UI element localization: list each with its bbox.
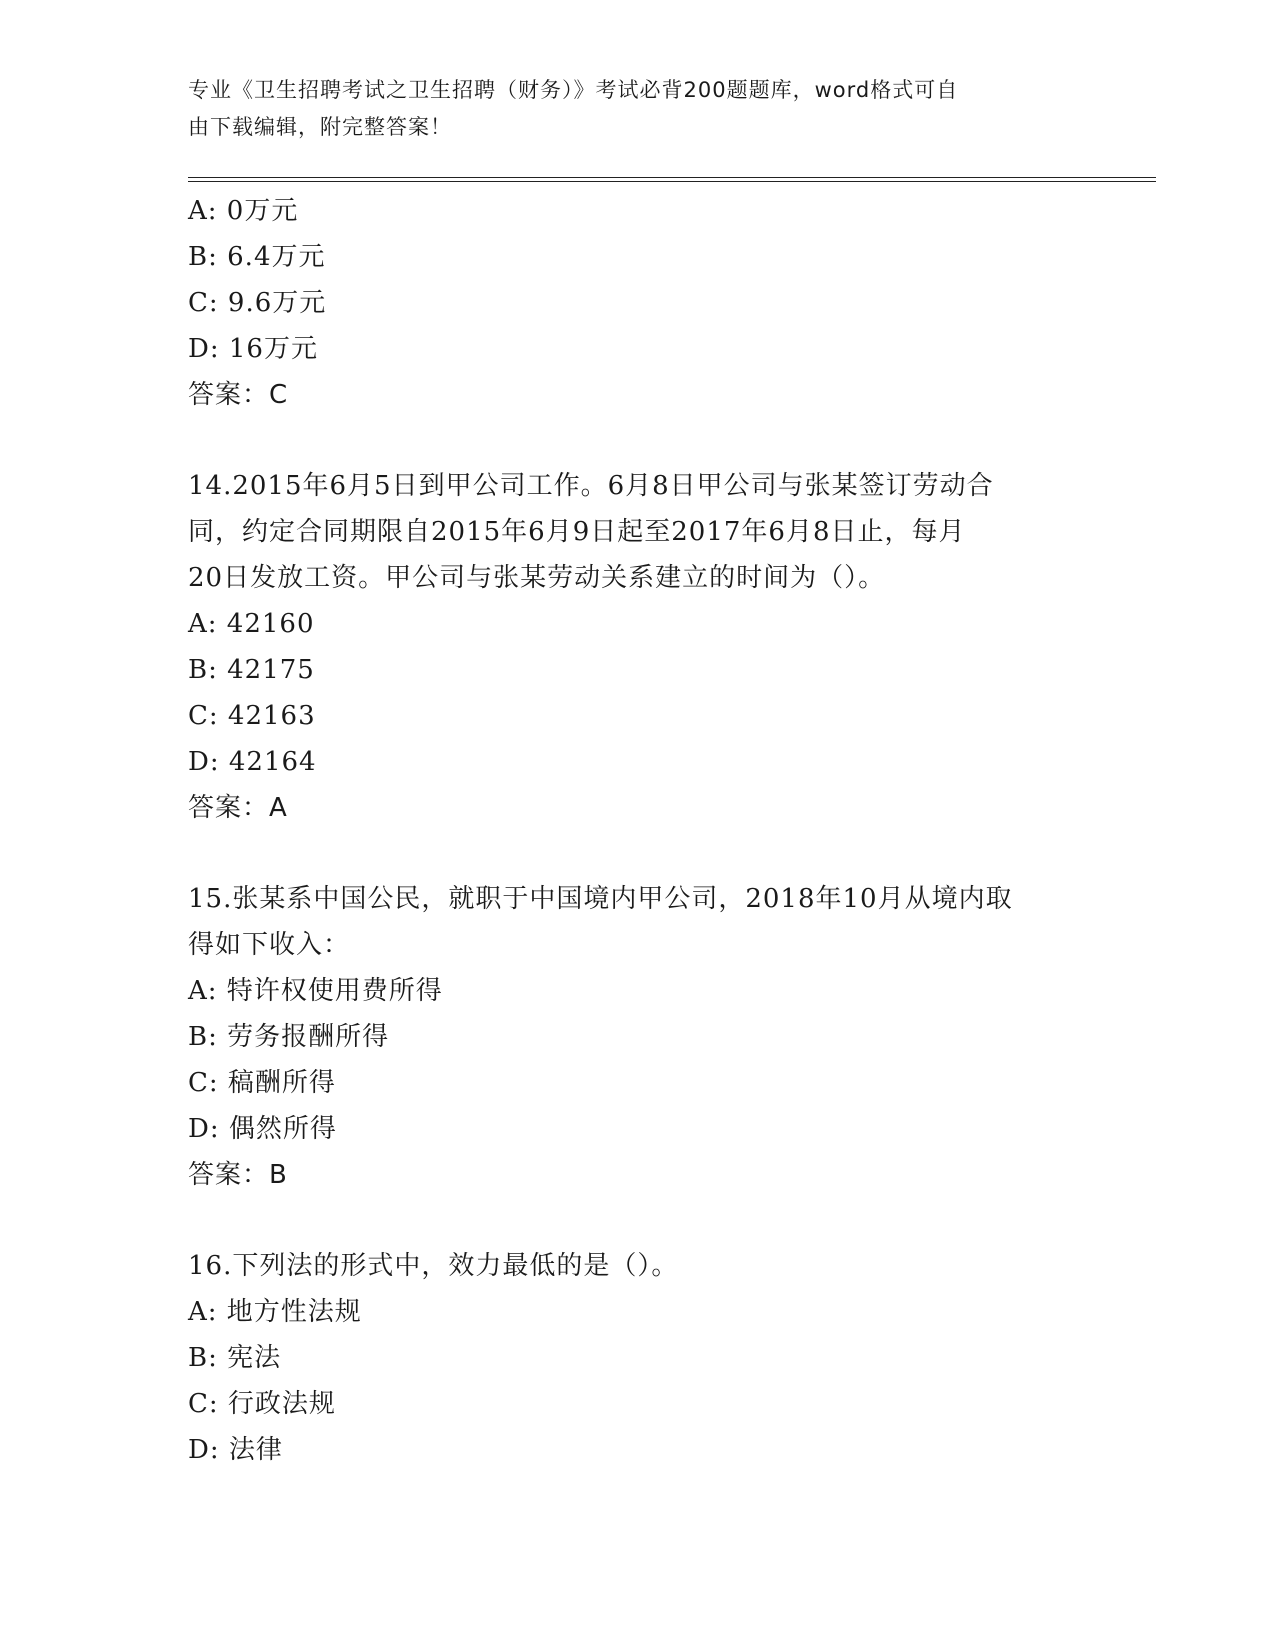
option-b: B: 6.4万元: [188, 242, 326, 272]
question-14: [188, 463, 1088, 831]
header-divider-top: [188, 177, 1156, 178]
question-16: [188, 1243, 1088, 1473]
question-15: [188, 876, 1088, 1198]
option-c: C: 9.6万元: [188, 288, 327, 318]
option-c: C: 稿酬所得: [188, 1068, 336, 1098]
answer-line: 答案：C: [188, 380, 289, 410]
option-c: C: 行政法规: [188, 1389, 336, 1419]
option-b: B: 42175: [188, 655, 315, 685]
question-gap: [188, 418, 1088, 463]
option-c: C: 42163: [188, 701, 316, 731]
answer-line: 答案：B: [188, 1160, 288, 1190]
header-divider-bottom: [188, 181, 1156, 182]
header-line-2: 由下载编辑，附完整答案！: [188, 115, 452, 139]
option-a: A: 0万元: [188, 196, 299, 226]
option-b: B: 宪法: [188, 1343, 282, 1373]
option-a: A: 地方性法规: [188, 1297, 362, 1327]
option-d: D: 42164: [188, 747, 317, 777]
answer-line: 答案：A: [188, 793, 288, 823]
question-stem-line-1: 15.张某系中国公民，就职于中国境内甲公司，2018年10月从境内取: [188, 884, 1013, 914]
question-stem-line-1: 14.2015年6月5日到甲公司工作。6月8日甲公司与张某签订劳动合: [188, 471, 994, 501]
option-a: A: 42160: [188, 609, 315, 639]
option-d: D: 16万元: [188, 334, 318, 364]
question-gap: [188, 1198, 1088, 1243]
document-body: [188, 188, 1088, 1473]
option-d: D: 偶然所得: [188, 1114, 337, 1144]
option-d: D: 法律: [188, 1435, 283, 1465]
document-header: [188, 72, 1068, 146]
option-b: B: 劳务报酬所得: [188, 1022, 390, 1052]
question-stem-line-1: 16.下列法的形式中，效力最低的是（）。: [188, 1251, 679, 1281]
question-stem-line-2: 得如下收入：: [188, 930, 351, 960]
question-gap: [188, 831, 1088, 876]
question-stem-line-2: 同，约定合同期限自2015年6月9日起至2017年6月8日止，每月: [188, 517, 966, 547]
option-a: A: 特许权使用费所得: [188, 976, 443, 1006]
question-13: [188, 188, 1088, 418]
header-line-1: 专业《卫生招聘考试之卫生招聘（财务）》考试必背200题题库，word格式可自: [188, 78, 959, 102]
question-stem-line-3: 20日发放工资。甲公司与张某劳动关系建立的时间为（）。: [188, 563, 886, 593]
